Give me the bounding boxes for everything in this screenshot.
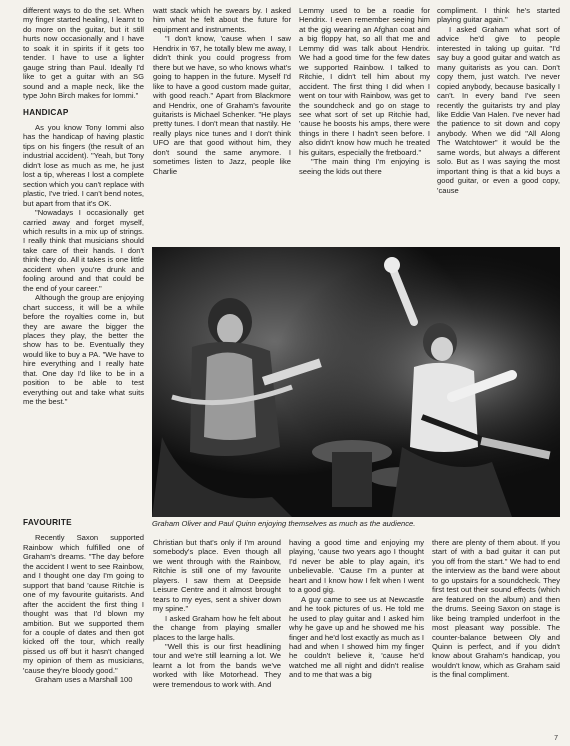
paragraph: watt stack which he swears by. I asked him what he felt about the future for equipment and instruments.	[153, 6, 291, 34]
paragraph: Graham uses a Marshall 100	[35, 675, 133, 685]
paragraph: compliment. I think he's started playing guitar again."	[437, 6, 560, 25]
paragraph: "Nowadays I occasionally get carried away and forget myself, which results in a mix up of strings. I really think that musicians should take care of their hands. I don't think they do. All it takes is one little accident when you're drunk and fooling around and that could be the end of your career."	[23, 208, 144, 293]
paragraph: "Well this is our first headlining tour and we're still learning a lot. We learnt a lot from the bands we've worked with like Motorhead. They were tremendous to work with. And	[153, 641, 281, 689]
paragraph: As you know Tony Iommi also has the handicap of having plastic tips on his fingers (the result of an industrial accident). "Yeah, but Tony didn't lose as much as me, he just lost a tip, whereas I lost a complete section which you can't replace with plastic, I've tried. I can't bend notes, but apart from that it's OK.	[23, 122, 144, 208]
column-bottom-2	[153, 538, 281, 689]
heading-favourite: FAVOURITE	[23, 518, 72, 527]
paragraph: Christian but that's only if I'm around somebody's place. Even though all we went through with the Rainbow, Ritchie is still one of my favourite players. I saw them at Deepside Leisure Centre and it almost brought tears to my eyes, sent a shiver down my spine."	[153, 538, 281, 614]
paragraph: A guy came to see us at Newcastle and he took pictures of us. He told me he used to play guitar and I asked him why he gave up and he showed me his finger and he'd lost exactly as much as I had and when I showed him my finger he couldn't believe it, 'cause he'd watched me all night and didn't realise and to me that was a big	[289, 594, 424, 680]
column-3	[299, 6, 430, 176]
concert-photo	[152, 247, 560, 517]
paragraph: "The main thing I'm enjoying is seeing the kids out there	[299, 157, 430, 176]
paragraph: there are plenty of them about. If you start of with a bad guitar it can put you off from the start." We had to end the interview as the band were about to go upstairs for a soundcheck. They first test out their sound effects (which are featured on the album) and then the drums. Seeing Saxon on stage is like being trampled underfoot in the most pleasant way possible. The counter-balance between Oly and Quinn is perfect, and if you didn't know about Graham's handicap, you wouldn't know, which as Graham said is the final compliment.	[432, 538, 560, 680]
heading-handicap: HANDICAP	[23, 107, 69, 117]
paragraph: Although the group are enjoying chart success, it will be a while before the royalties come in, but they are aware the bigger the places they play, the better the show has to be. Eventually they would like to buy a PA. "We have to hire everything and I really hate that. One day I'd like to be in a position to be able to test everything out and take what suits me the best."	[23, 293, 144, 407]
column-2	[153, 6, 291, 176]
column-bottom-3	[289, 538, 424, 680]
column-bottom-1	[23, 518, 144, 685]
column-1	[23, 6, 144, 407]
column-bottom-4	[432, 538, 560, 680]
paragraph: having a good time and enjoying my playing, 'cause two years ago I thought I'd never be able to play again, it's unbelievable. 'Cause I'm a punter at heart and I know how I felt when I went to a good gig.	[289, 538, 424, 595]
paragraph: I asked Graham how he felt about the change from playing smaller places to the large halls.	[153, 613, 281, 642]
column-4	[437, 6, 560, 195]
paragraph: Recently Saxon supported Rainbow which fulfilled one of Graham's dreams. "The day before the accident I went to see Rainbow, and I thought one day I'm going to support that band 'cause Ritchie is one of my favourite guitarists. And after the accident the first thing I thought was that I'd blown my ambition. But we supported them for a couple of dates and then got kicked off the tour, which really pissed us off but it hasn't changed my opinion of them as musicians, 'cause they're bloody good."	[23, 533, 144, 675]
paragraph: different ways to do the set. When my finger started healing, I learnt to do more on the guitar, but it still hurts now occasionally and I have to soak it in spirits if it gets too tender. I have to use a lighter gauge string than Paul. Ideally I'd like to get a guitar with an SG sound and a maple neck, like the type John Birch makes for Iommi."	[23, 6, 144, 101]
paragraph: Lemmy used to be a roadie for Hendrix. I even remember seeing him at the gig wearing an Afghan coat and a big floppy hat, so all that me and Lemmy did was talk about Hendrix. We had a good time for the few dates we supported Rainbow. I talked to Ritchie, I didn't tell him about my accident. The first thing I did when I went on tour with Rainbow, was get to the soundcheck and go on stage to see what sort of set up Ritchie had, 'cause he boosts his amps, there were things in there I hadn't seen before. I also didn't know how much he treated his guitars, especially the fretboard."	[299, 6, 430, 157]
photo-caption: Graham Oliver and Paul Quinn enjoying themselves as much as the audience.	[152, 519, 416, 528]
page-number: 7	[554, 735, 558, 742]
paragraph: "I don't know, 'cause when I saw Hendrix in '67, he totally blew me away, I didn't think you could progress from there but we have, so who knows what's going to happen in the future. Myself I'd like to have a good custom made guitar, with good reach." Apart from Blackmore and Hendrix, one of Graham's favourite guitarists is Michael Schenker. "He plays pretty tunes. I don't mean that nastily. He really plays nice tunes and I don't think UFO are that good without him, they don't sound the same anymore. I sometimes listen to Jazz, people like Charlie	[153, 34, 291, 176]
paragraph: I asked Graham what sort of advice he'd give to people interested in taking up guitar. "I'd say buy a good guitar and watch as many guitarists as you can. Don't copy them, just watch. I've never copied anybody, because basically I can't. In every band I've seen recently the guitarists try and play like Eddie Van Halen. I've never had the patience to sit down and copy anybody. When we did "All Along The Watchtower" it would be the same words, but always a different solo. But as I was saying the most important thing is that a kid buys a good guitar, or even a good copy, 'cause	[437, 24, 560, 195]
